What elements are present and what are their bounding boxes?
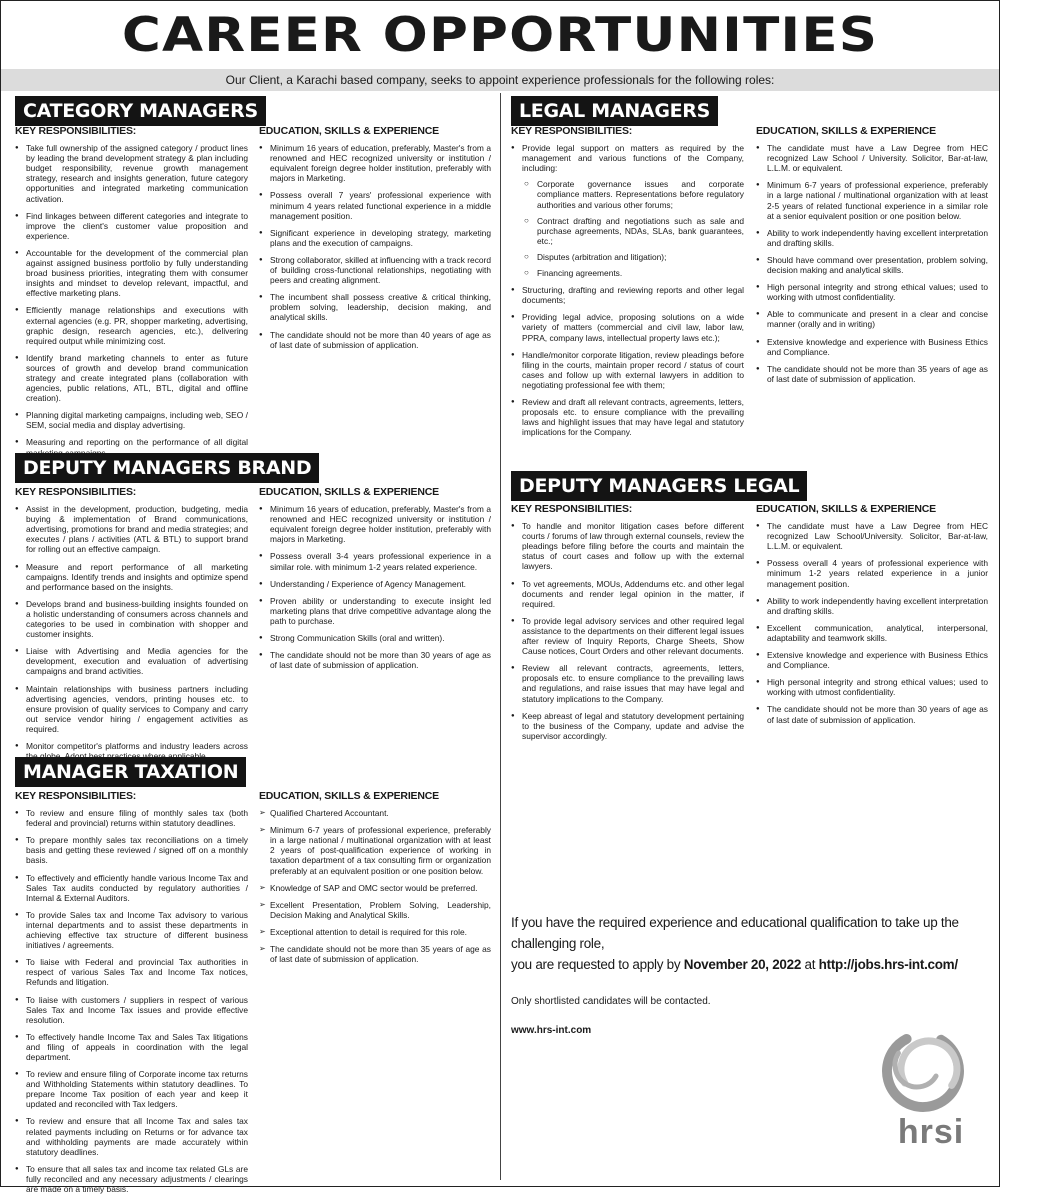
list-item: ● Review and draft all relevant contracts, agreements, letters, proposals etc. to ensure compliance with the prevailing laws and highlight issues that may have legal and statutory implications for the Company. [511, 397, 744, 437]
key-responsibilities-label: KEY RESPONSIBILITIES: [511, 503, 633, 515]
list-item: ● Significant experience in developing strategy, marketing plans and the execution of campaigns. [259, 228, 491, 248]
list-item: ➢ Excellent Presentation, Problem Solving, Leadership, Decision Making and Analytical Skills. [259, 900, 491, 920]
intro-band [1, 69, 999, 91]
list-item: ● Develops brand and business-building insights founded on a holistic understanding of consumers across channels and categories to be used in combination with shopper and customer insights. [15, 599, 248, 639]
key-responsibilities-label: KEY RESPONSIBILITIES: [15, 125, 137, 137]
list-item: ● Find linkages between different categories and integrate to improve the client's customer value proposition and experience. [15, 211, 248, 241]
list-item: ● High personal integrity and strong ethical values; used to working with utmost confidentiality. [756, 282, 988, 302]
list-item: ➢ The candidate should not be more than 35 years of age as of last date of submission of application. [259, 944, 491, 964]
list-item: ● Handle/monitor corporate litigation, review pleadings before filing in the courts, maintain proper record / status of court cases and follow up with external lawyers in addition to negotiating professional fee with them; [511, 350, 744, 390]
list-item: ● The candidate must have a Law Degree from HEC recognized Law School / University. Solicitor, Bar-at-law, L.L.M. or equivalent. [756, 143, 988, 173]
responsibilities-column [15, 791, 248, 1201]
list-item: ● To liaise with Federal and provincial Tax authorities in respect of various Sales Tax and Income Tax notices, Refunds and litigation. [15, 957, 248, 987]
list-item: ● Possess overall 7 years' professional experience with minimum 4 years related functional experience in a middle management position. [259, 190, 491, 220]
education-label: EDUCATION, SKILLS & EXPERIENCE [756, 503, 936, 515]
deadline-date: November 20, 2022 [683, 957, 802, 973]
list-item: ● Possess overall 3-4 years professional experience in a similar role. with minimum 1-2 years related experience. [259, 551, 491, 571]
list-item: ● Possess overall 4 years of professional experience with minimum 1-2 years related experience in a junior management position. [756, 558, 988, 588]
list-item: ● Accountable for the development of the commercial plan against assigned business portfolio by fully understanding broad business priorities, integrating them with consumer insights and mindset to develop relevant, impactful, and effective marketing plans. [15, 248, 248, 298]
list-item: ● To liaise with customers / suppliers in respect of various Sales Tax and Income Tax issues and provide effective resolution. [15, 995, 248, 1025]
apply-line-1: If you have the required experience and educational qualification to take up the challenging role, [511, 915, 959, 952]
list-item: ● The incumbent shall possess creative & critical thinking, problem solving, leadership, decision making, and analytical skills. [259, 292, 491, 322]
page-title: CAREER OPPORTUNITIES [121, 8, 879, 63]
list-item: ● Extensive knowledge and experience with Business Ethics and Compliance. [756, 337, 988, 357]
list-item: ● Understanding / Experience of Agency Management. [259, 579, 491, 589]
list-item: ● To review and ensure filing of Corporate income tax returns and Withholding Statements within statutory deadlines. To prepare Income Tax position of each year and keep it updated and reconciled with Tax ledgers. [15, 1069, 248, 1109]
key-responsibilities-label: KEY RESPONSIBILITIES: [15, 790, 137, 802]
list-item: ● The candidate should not be more than 40 years of age as of last date of submission of application. [259, 330, 491, 350]
list-item: ● To effectively and efficiently handle various Income Tax and Sales Tax audits conducted by regulatory authorities / Internal & External Auditors. [15, 873, 248, 903]
section-heading: LEGAL MANAGERS [511, 96, 718, 126]
section-heading: DEPUTY MANAGERS LEGAL [511, 471, 807, 501]
list-item: ● Maintain relationships with business partners including advertising agencies, vendors, printing houses etc. to ensure provision of quality services to Company and carry out service vendor hiring / engagement activities as required. [15, 684, 248, 734]
list-item: ○ Financing agreements. [522, 268, 744, 278]
responsibilities-column [15, 126, 248, 465]
list-item: ● Structuring, drafting and reviewing reports and other legal documents; [511, 285, 744, 305]
list-item: ● Ability to work independently having excellent interpretation and drafting skills. [756, 596, 988, 616]
list-item: ➢ Exceptional attention to detail is required for this role. [259, 927, 491, 937]
intro-text: Our Client, a Karachi based company, seeks to appoint experience professionals for the following roles: [225, 73, 775, 87]
list-item: ● Review all relevant contracts, agreements, letters, proposals etc. to ensure compliance to the prevailing laws and regulations, and raise issues that may have legal and statutory implications to the Company. [511, 663, 744, 703]
list-item: ● Assist in the development, production, budgeting, media buying & implementation of Brand communications, advertising, promotions for brand and media strategies; and executes / plans / activities (ATL & BTL) to support brand for rolling out an effective campaign. [15, 504, 248, 554]
list-item [511, 143, 744, 278]
list-item: ● Efficiently manage relationships and executions with external agencies (e.g. PR, shopper marketing, advertising, graphic design, research agencies, etc.), delivering required output while minimizing cost. [15, 305, 248, 345]
education-label: EDUCATION, SKILLS & EXPERIENCE [756, 125, 936, 137]
list-item: ● Providing legal advice, proposing solutions on a wide variety of matters (commercial and civil law, labor law, PPRA, company laws, intellectual property laws etc.); [511, 312, 744, 342]
list-item: ● Extensive knowledge and experience with Business Ethics and Compliance. [756, 650, 988, 670]
list-item: ● Take full ownership of the assigned category / product lines by leading the brand development strategy & plan including budget responsibility, revenue growth management strategy, research and insights generation, future category opportunities and integrated marketing communication activation. [15, 143, 248, 204]
key-responsibilities-label: KEY RESPONSIBILITIES: [15, 486, 137, 498]
list-item: ➢ Minimum 6-7 years of professional experience, preferably in a large national / multinational organization with at least 2 years of post-qualification experience of working in taxation department of a tax consulting firm or organization preferably at an equivalent position or one position below. [259, 825, 491, 875]
list-item: ○ Disputes (arbitration and litigation); [522, 252, 744, 262]
education-column [259, 487, 491, 677]
list-item: ➢ Qualified Chartered Accountant. [259, 808, 491, 818]
list-item: ● To ensure that all sales tax and income tax related GLs are fully reconciled and any necessary adjustments / clearings are made on a timely basis. [15, 1164, 248, 1194]
list-item: ● The candidate should not be more than 30 years of age as of last date of submission of application. [756, 704, 988, 724]
list-item: ● Should have command over presentation, problem solving, decision making and analytical skills. [756, 255, 988, 275]
list-item: ● To prepare monthly sales tax reconciliations on a timely basis and getting these reviewed / signed off on a monthly basis. [15, 835, 248, 865]
responsibilities-column [511, 504, 744, 748]
education-label: EDUCATION, SKILLS & EXPERIENCE [259, 486, 439, 498]
list-item: ● To review and ensure filing of monthly sales tax (both federal and provincial) returns within statutory deadlines. [15, 808, 248, 828]
section-heading: DEPUTY MANAGERS BRAND [15, 453, 319, 483]
apply-at: at [801, 957, 819, 973]
apply-url-link[interactable]: http://jobs.hrs-int.com/ [818, 957, 958, 973]
apply-section [511, 913, 991, 1036]
list-item: ● The candidate must have a Law Degree from HEC recognized Law School/University. Solicitor, Bar-at-law, L.L.M. or equivalent. [756, 521, 988, 551]
logo-wordmark: hrsi [897, 1113, 965, 1151]
list-item: ● Minimum 16 years of education, preferably, Master's from a renowned and HEC recognized university or institution / equivalent foreign degree holder institution, preferably with majors in Marketing. [259, 143, 491, 183]
list-item: ● Excellent communication, analytical, interpersonal, adaptability and teamwork skills. [756, 623, 988, 643]
list-item: ● Measuring and reporting on the performance of all digital [15, 437, 248, 457]
list-item: ○ Corporate governance issues and corporate compliance matters. Representations before regulatory authorities and various other forums; [522, 179, 744, 209]
website-link[interactable]: www.hrs-int.com [511, 1025, 592, 1036]
list-item: ● To review and ensure that all Income Tax and sales tax related payments including on Returns or for advance tax and withholding payments are made accurately within statutory deadlines. [15, 1116, 248, 1156]
responsibilities-column [511, 126, 744, 444]
section-heading: MANAGER TAXATION [15, 757, 246, 787]
list-item: ● Strong Communication Skills (oral and written). [259, 633, 491, 643]
list-item: ● Planning digital marketing campaigns, including web, SEO / SEM, social media and display advertising. [15, 410, 248, 430]
list-item: ● The candidate should not be more than 30 years of age as of last date of submission of application. [259, 650, 491, 670]
list-item: ● Identify brand marketing channels to enter as future sources of growth and develop brand communication strategy and create integrated plans (collaboration with agencies, public relations, ATL, BTL, digital and offline creation). [15, 353, 248, 403]
list-item: ● To effectively handle Income Tax and Sales Tax litigations and filing of appeals in coordination with the legal department. [15, 1032, 248, 1062]
list-item: ● To provide legal advisory services and other required legal assistance to the departments on their different legal issues after review of Inquiry Reports, Charge Sheets, Show Cause notices, Court Orders and other relevant documents. [511, 616, 744, 656]
list-item: ➢ Knowledge of SAP and OMC sector would be preferred. [259, 883, 491, 893]
list-item: ● Ability to work independently having excellent interpretation and drafting skills. [756, 228, 988, 248]
section-heading: CATEGORY MANAGERS [15, 96, 266, 126]
list-item: ● Keep abreast of legal and statutory development pertaining to the business of the Company, update and advise the supervisor accordingly. [511, 711, 744, 741]
key-responsibilities-label: KEY RESPONSIBILITIES: [511, 125, 633, 137]
apply-text: you are requested to apply by [511, 957, 684, 973]
education-label: EDUCATION, SKILLS & EXPERIENCE [259, 790, 439, 802]
responsibilities-column [15, 487, 248, 768]
list-item: ○ Contract drafting and negotiations such as sale and purchase agreements, NDAs, SLAs, bank guarantees, etc.; [522, 216, 744, 246]
education-column [259, 791, 491, 971]
list-item: ● High personal integrity and strong ethical values; used to working with utmost confidentiality. [756, 677, 988, 697]
list-item: ● Minimum 6-7 years of professional experience, preferably in a large national / multinational organization with at least 2-5 years of related functional experience in a similar role at a senior equivalent position or one position below. [756, 180, 988, 220]
education-column [259, 126, 491, 357]
list-item: ● Measure and report performance of all marketing campaigns. Identify trends and insights and optimize spend and performance based on the insights. [15, 562, 248, 592]
list-item: ● To provide Sales tax and Income Tax advisory to various internal departments and to assist these departments in achieving effective tax structure of different business initiatives / agreements. [15, 910, 248, 950]
list-item: ● Able to communicate and present in a clear and concise manner (orally and in writing) [756, 309, 988, 329]
list-item: ● To handle and monitor litigation cases before different courts / forums of law through external counsels, review the pleadings before filing before the courts and maintain the status of court cases and follow up with the external lawyers. [511, 521, 744, 571]
apply-line-2 [511, 955, 967, 976]
list-item: ● Monitor competitor's platforms and industry leaders across [15, 741, 248, 761]
education-column [756, 504, 988, 732]
education-label: EDUCATION, SKILLS & EXPERIENCE [259, 125, 439, 137]
list-item: ● Proven ability or understanding to execute insight led marketing plans that drive competitive advantage along the path to purchase. [259, 596, 491, 626]
list-item: ● Liaise with Advertising and Media agencies for the development, execution and evaluation of advertising campaigns and brand activities. [15, 646, 248, 676]
list-item: ● The candidate should not be more than 35 years of age as of last date of submission of application. [756, 364, 988, 384]
education-column [756, 126, 988, 391]
shortlist-note: Only shortlisted candidates will be contacted. [511, 996, 711, 1007]
list-item: ● To vet agreements, MOUs, Addendums etc. and other legal documents and render legal opinion in the matter, if required. [511, 579, 744, 609]
column-divider [500, 93, 501, 1180]
logo-ring-icon [874, 1022, 972, 1120]
hrsi-logo [871, 1021, 991, 1151]
list-item: ● Minimum 16 years of education, preferably, Master's from a renowned and HEC recognized university or institution / equivalent foreign degree holder institution, preferably with majors in Marketing. [259, 504, 491, 544]
list-item: ● Strong collaborator, skilled at influencing with a track record of building cross-functional relationships, negotiating with peers and creating alignment. [259, 255, 491, 285]
list-item-text: Provide legal support on matters as required by the management and various functions of the Company, including: [522, 143, 744, 174]
